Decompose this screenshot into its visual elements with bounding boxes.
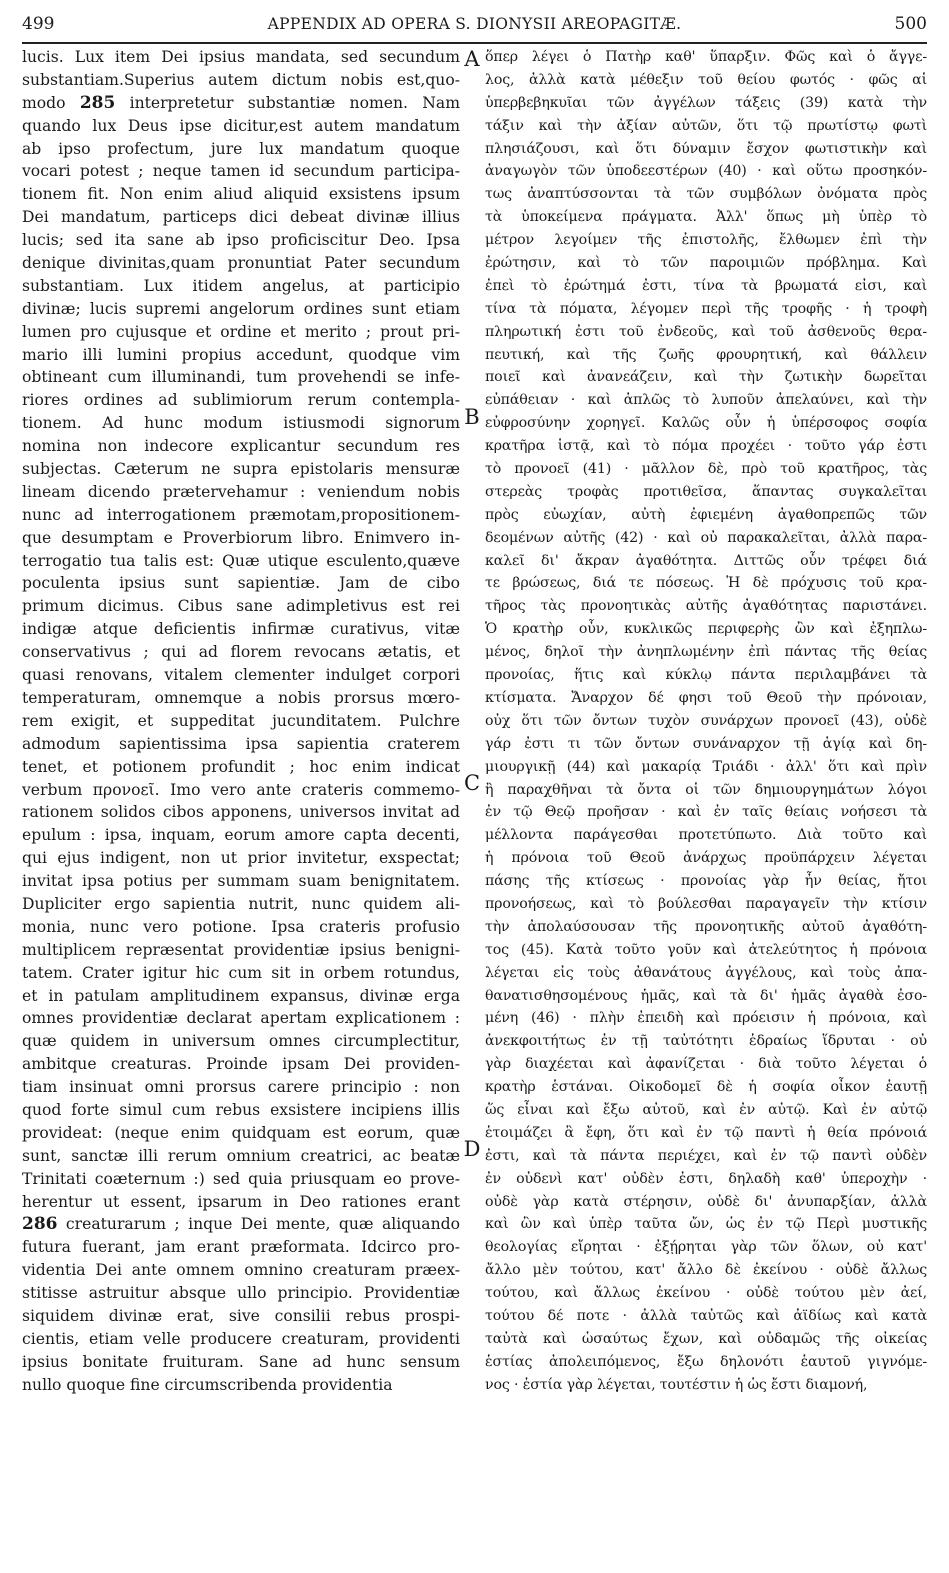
greek-text-line: προνοήσεως, καὶ τὸ βούλεσθαι παραγαγεῖν τὴν κτίσιν — [485, 895, 927, 912]
greek-text-line: οὐδὲ γὰρ κατὰ στέρησιν, οὐδὲ δι' ἀνυπαρξίαν, ἀλλὰ — [485, 1193, 927, 1210]
greek-text-line: ἐν οὐδενὶ κατ' οὐδὲν ἐστι, δηλαδὴ καθ' ὑπεροχὴν · — [485, 1170, 927, 1187]
latin-text-line: sunt, sanctæ illi rerum omnium creatrici, ac beatæ — [22, 1146, 460, 1165]
latin-text-line: Dei mandatum, particeps dici debeat divinæ illius — [22, 208, 460, 227]
greek-text-line: τούτου, καὶ ἄλλως ἐκείνου · οὐδὲ τούτου μὲν ἀεί, — [485, 1285, 927, 1302]
greek-text-line: τὰ ὑποκείμενα πράγματα. Ἀλλ' ὅπως μὴ ὑπὲρ τὸ — [485, 209, 927, 226]
greek-text-line: τως ἀναπτύσσονται τὰ τῶν συμβόλων ὀνόματα πρὸς — [485, 186, 927, 203]
latin-text-line: quod forte simul cum rebus exsistere incipiens illis — [22, 1100, 460, 1119]
greek-text-line: κρατὴρ ἑστάναι. Οἰκοδομεῖ δὲ ἡ σοφία οἶκον ἑαυτῇ — [485, 1079, 927, 1096]
greek-text-line: πάσης τῆς κτίσεως · προνοίας γὰρ ἦν θείας, ἤτοι — [485, 873, 927, 890]
latin-text-line: tionem fit. Non enim aliud aliquid exsistens ipsum — [22, 185, 460, 204]
page-number-right: 500 — [894, 14, 927, 34]
latin-text-line: quasi renovans, vitalem clementer indulget corpori — [22, 666, 460, 685]
greek-column — [485, 46, 927, 1397]
latin-text-line: invitat ipsa potius per summam suam benignitatem. — [22, 872, 460, 891]
latin-text-line: quæ quidem in universum omnes circumplectitur, — [22, 1032, 460, 1051]
greek-text-line: τὸ προνοεῖ (41) · μᾶλλον δὲ, πρὸ τοῦ κρατῆρος, τὰς — [485, 461, 927, 478]
latin-text-line: vocari potest ; neque tamen id secundum participa- — [22, 162, 460, 181]
latin-text-line: substantiam. Lux itidem angelus, at participio — [22, 276, 460, 295]
latin-text-line: admodum sapientissima ipsa sapientia craterem — [22, 734, 460, 753]
latin-text-line: substantiam.Superius autem dictum nobis est,quo- — [22, 70, 460, 89]
page-number-left: 499 — [22, 14, 55, 34]
latin-text-line: primum dicimus. Cibus sane adimpletivus est rei — [22, 597, 460, 616]
margin-letter-d: D — [463, 1137, 481, 1161]
latin-text-line: herentur ut essent, ipsarum in Deo rationes erant — [22, 1192, 460, 1211]
greek-text-line: ποιεῖ καὶ ἀνανεάζειν, καὶ τὴν ζωτικὴν δωρεῖται — [485, 369, 927, 386]
latin-text-line: futura fuerant, jam erant præformata. Idcirco pro- — [22, 1238, 460, 1257]
latin-text-line: tionem. Ad hunc modum istiusmodi signorum — [22, 414, 460, 433]
greek-text-line: τῆρος τὰς προνοητικὰς αὐτῆς ἀγαθότητας παριστάνει. — [485, 598, 927, 615]
latin-text-line: temperaturam, omnemque a nobis prorsus mœro- — [22, 688, 460, 707]
latin-text-line: Trinitati coæternum :) sed quia priusquam eo prove- — [22, 1169, 460, 1188]
greek-text-line: λος, ἀλλὰ κατὰ μέθεξιν τοῦ θείου φωτός · φῶς αἱ — [485, 71, 927, 88]
latin-text-line: ab ipso profectum, jure lux mandatum quoque — [22, 139, 460, 158]
greek-text-line: Ὁ κρατὴρ οὖν, κυκλικῶς περιφερὴς ὢν καὶ ἐξηπλω- — [485, 621, 927, 638]
greek-text-line: μένος, δηλοῖ τὴν ἀνηπλωμένην ἐπὶ πάντας τῆς θείας — [485, 644, 927, 661]
greek-text-line: πληρωτική ἐστι τοῦ ἐνδεοῦς, καὶ τοῦ ἀσθενοῦς θερα- — [485, 323, 927, 340]
greek-text-line: κρατῆρα ἱστᾷ, καὶ τὸ πόμα προχέει · τοῦτο γάρ ἐστι — [485, 438, 927, 455]
margin-letter-c: C — [463, 771, 481, 795]
latin-text-line: riores ordines ad sublimiorum rerum contempla- — [22, 391, 460, 410]
greek-text-line: νος · ἑστία γὰρ λέγεται, τουτέστιν ἡ ὡς ἔστι διαμονή, — [485, 1376, 868, 1393]
latin-text-line: Dupliciter ergo sapientia nutrit, nunc quidem ali- — [22, 894, 460, 913]
latin-text-line: nunc ad interrogationem præmotam,propositionem- — [22, 505, 460, 524]
greek-text-line: θανατισθησομένους ἡμᾶς, καὶ τὰ δι' ἡμᾶς ἀγαθὰ ἐσο- — [485, 987, 927, 1004]
greek-text-line: ἐν τῷ Θεῷ προῆσαν · καὶ ἐν ταῖς θείαις νοήσεσι τὰ — [485, 804, 927, 821]
latin-text-line: cientis, etiam velle producere creaturam, providenti — [22, 1329, 460, 1348]
greek-text-line: τούτου δέ ποτε · ἀλλὰ ταὐτῶς καὶ ἀϊδίως καὶ κατὰ — [485, 1307, 927, 1324]
latin-column — [22, 46, 460, 1397]
latin-text-line: omnes providentiæ declarat apertam explicationem : — [22, 1009, 460, 1028]
latin-text-line: tatem. Crater igitur hic cum sit in orbem rotundus, — [22, 963, 460, 982]
column-number: 285 — [79, 92, 116, 113]
latin-text-line: lucis. Lux item Dei ipsius mandata, sed secundum — [22, 48, 460, 66]
latin-text-line: lucis; sed ita sane ab ipso proficiscitur Deo. Ipsa — [22, 231, 460, 250]
greek-text-line: τε βρώσεως, διά τε πόσεως. Ἡ δὲ πρόχυσις τοῦ κρα- — [485, 575, 927, 592]
greek-text-line: οὐχ ὅτι τῶν ὄντων τυχὸν συνάρχων προνοεῖ (43), οὐδὲ — [485, 712, 927, 729]
greek-text-line: μέτρον λεγοίμεν τῆς ἐπιστολῆς, ἔλθωμεν ἐπὶ τὴν — [485, 232, 927, 249]
margin-letter-b: B — [464, 405, 480, 429]
greek-text-line: ὥς εἶναι καὶ ἔξω αὐτοῦ, καὶ ἐν αὐτῷ. Καὶ ἐν αὐτῷ — [485, 1101, 927, 1118]
greek-text-line: ἢ παραχθῆναι τὰ ὄντα οἱ τῶν δημιουργημάτων λόγοι — [485, 781, 927, 798]
greek-text-line: καλεῖ δι' ἄκραν ἀγαθότητα. Διττῶς οὖν τρέφει διά — [485, 552, 927, 569]
greek-text-line: ἀνεκφοιτήτως ἐν τῇ ταὐτότητι ἑδραίως ἵδρυται · οὐ — [485, 1033, 927, 1050]
latin-text-line: 286 creaturarum ; inque Dei mente, quæ aliquando — [22, 1214, 460, 1235]
latin-text-line: nomina non indecore explicantur secundum res — [22, 437, 460, 456]
greek-text-line: πευτική, καὶ τῆς ζωῆς φρουρητική, καὶ θάλλειν — [485, 346, 927, 363]
running-header — [22, 12, 927, 44]
latin-text-line: quando lux Deus ipse dicitur,est autem mandatum — [22, 116, 460, 135]
latin-text-line: siquidem divinæ erat, sive consilii rebus prospi- — [22, 1306, 460, 1325]
latin-text-line: stitisse astruitur absque ullo principio. Providentiæ — [22, 1284, 460, 1303]
greek-text-line: τος (45). Κατὰ τοῦτο γοῦν καὶ ἀτελεύτητος ἡ πρόνοια — [485, 941, 927, 958]
greek-text-line: ἑστίας ἀπολειπόμενος, ἔξω δηλονότι ἑαυτοῦ γιγνόμε- — [485, 1353, 927, 1370]
latin-text-line: divinæ; lucis supremi angelorum ordines sunt etiam — [22, 299, 460, 318]
latin-text-line: ipsius bonitate fruituram. Sane ad hunc sensum — [22, 1352, 460, 1371]
greek-text-line: ἑτοιμάζει ἃ ἔφη, ὅτι καὶ ἐν τῷ παντὶ ἡ θεία πρόνοιά — [485, 1124, 927, 1141]
greek-text-line: μένη (46) · πλὴν ἐπειδὴ καὶ πρόεισιν ἡ πρόνοια, καὶ — [485, 1010, 927, 1027]
latin-text-line: obtineant cum illuminandi, tum provehendi se infe- — [22, 368, 460, 387]
latin-text-line: subjectas. Cæterum ne supra epistolaris mensuræ — [22, 460, 460, 479]
latin-text-line: tiam insinuat omni prorsus carere principio : non — [22, 1078, 460, 1097]
latin-text-line: monia, nunc vero potione. Ipsa crateris profusio — [22, 917, 460, 936]
latin-text-line: qui ejus indigent, non ut prior invitetur, exspectat; — [22, 849, 460, 868]
latin-text-line: nullo quoque fine circumscribenda providentia — [22, 1375, 393, 1394]
greek-text-line: ταὐτὰ καὶ ὡσαύτως ἔχων, καὶ οὐδαμῶς τῆς οἰκείας — [485, 1330, 927, 1347]
greek-text-line: γάρ ἐστι τι τῶν ὄντων συνάναρχον τῇ ἁγίᾳ καὶ δη- — [485, 735, 927, 752]
latin-text-line: multiplicem repræsentat providentiæ ipsius benigni- — [22, 940, 460, 959]
latin-text-line: rationem solidos cibos apponens, universos invitat ad — [22, 803, 460, 822]
greek-text-line: κτίσματα. Ἄναρχον δέ φησι τοῦ Θεοῦ τὴν πρόνοιαν, — [485, 689, 927, 706]
greek-text-line: ἐστι, καὶ τὰ πάντα περιέχει, καὶ ἐν τῷ παντὶ οὐδὲν — [485, 1147, 927, 1164]
latin-text-line: terrogatio tua talis est: Quæ utique esculento,quæve — [22, 551, 460, 570]
greek-text-line: ὑπερβεβηκυῖαι τῶν ἀγγέλων τάξεις (39) κατὰ τὴν — [485, 94, 927, 111]
greek-text-line: μιουργικῇ (44) καὶ μακαρίᾳ Τριάδι · ἀλλ' ὅτι καὶ πρὶν — [485, 758, 927, 775]
greek-text-line: στερεὰς τροφὰς προτιθεῖσα, ἅπαντας συγκαλεῖται — [485, 483, 927, 500]
latin-text-line: provideat: (neque enim quidquam est eorum, quæ — [22, 1123, 460, 1142]
greek-text-line: μέλλοντα παράγεσθαι προτετύπωτο. Διὰ τοῦτο καὶ — [485, 827, 927, 844]
latin-text-line: ambitque creaturas. Proinde ipsam Dei providen- — [22, 1055, 460, 1074]
greek-text-line: γὰρ διαχέεται καὶ ἀφανίζεται · διὰ τοῦτο λέγεται ὁ — [485, 1056, 927, 1073]
latin-text-line: denique divinitas,quam pronuntiat Pater secundum — [22, 254, 460, 273]
latin-text-line: videntia Dei ante omnem omnino creaturam præex- — [22, 1261, 460, 1280]
latin-text-line: poculenta ipsius sunt sapientiæ. Jam de cibo — [22, 574, 460, 593]
latin-text-line: lumen pro cujusque et ordine et merito ; prout pri- — [22, 322, 460, 341]
latin-text-line: lineam dicendo prætervehamur : veniendum nobis — [22, 482, 460, 501]
greek-text-line: καὶ ὢν καὶ ὑπὲρ ταῦτα ὤν, ὡς ἐν τῷ Περὶ μυστικῆς — [485, 1216, 927, 1233]
column-number: 286 — [22, 1214, 58, 1235]
latin-text-line: modo 285 interpretetur substantiæ nomen. Nam — [22, 92, 460, 113]
latin-text-line: mario illi lumini propius accedunt, quodque vim — [22, 345, 460, 364]
greek-text-line: εὐφροσύνην χορηγεῖ. Καλῶς οὖν ἡ ὑπέρσοφος σοφία — [485, 415, 927, 432]
running-title: APPENDIX AD OPERA S. DIONYSII AREOPAGITÆ. — [267, 15, 682, 33]
margin-letter-a: A — [464, 47, 480, 71]
greek-text-line: τίνα τὰ πόματα, λέγομεν περὶ τῆς τροφῆς · ἡ τροφὴ — [485, 300, 927, 317]
greek-text-line: δεομένων αὐτῆς (42) · καὶ οὐ παρακαλεῖται, ἀλλὰ παρα- — [485, 529, 927, 546]
greek-text-line: ἀναγωγὸν τῶν ὑποδεεστέρων (40) · καὶ οὕτω προσηκόν- — [485, 163, 927, 180]
greek-text-line: ὅπερ λέγει ὁ Πατὴρ καθ' ὕπαρξιν. Φῶς καὶ ὁ ἄγγε- — [485, 49, 927, 65]
latin-text-line: indigæ atque deficientis infirmæ curativus, vitæ — [22, 620, 460, 639]
greek-text-line: τὴν ἀπολαύσουσαν τῆς προνοητικῆς αὐτοῦ ἀγαθότη- — [485, 918, 927, 935]
greek-text-line: τάξιν καὶ τὴν ἀξίαν αὐτῶν, ὅτι τῷ πρωτίστῳ φωτὶ — [485, 117, 927, 134]
greek-text-line: λέγεται εἰς τοὺς ἀθανάτους ἀγγέλους, καὶ τοὺς ἀπα- — [485, 964, 927, 981]
latin-text-line: epulum : ipsa, inquam, eorum amore capta decenti, — [22, 826, 460, 845]
latin-text-line: conservativus ; qui ad florem revocans ætatis, et — [22, 643, 460, 662]
greek-text-line: πρὸς εὐωχίαν, αὐτὴ ἐφιεμένη ἀγαθοπρεπῶς τῶν — [485, 506, 927, 523]
latin-text-line: rem exigit, et suppeditat jucunditatem. Pulchre — [22, 711, 460, 730]
latin-text-line: tenet, et potionem profundit ; hoc enim indicat — [22, 757, 460, 776]
greek-text-line: εὐπάθειαν · καὶ ἁπλῶς τὸ λυποῦν ἀπελαύνει, καὶ τὴν — [485, 392, 927, 409]
latin-text-line: et in patulam amplitudinem expansus, divinæ erga — [22, 986, 460, 1005]
latin-text-line: que desumptam e Proverbiorum libro. Enimvero in- — [22, 528, 460, 547]
greek-text-line: ἐπεὶ τὸ ἐρώτημά ἐστι, τίνα τὰ βρωματά εἰσι, καὶ — [485, 277, 927, 294]
greek-text-line: προνοίας, ἥτις καὶ κύκλῳ πάντα περιλαμβάνει τὰ — [485, 667, 927, 684]
greek-text-line: ἄλλο μὲν τούτου, κατ' ἄλλο δὲ ἐκείνου · οὐδὲ ἄλλως — [485, 1262, 927, 1279]
greek-text-line: ἐρώτησιν, καὶ τὸ τῶν παροιμιῶν πρόβλημα. Καὶ — [485, 255, 927, 272]
greek-text-line: ἡ πρόνοια τοῦ Θεοῦ ἀνάρχως προϋπάρχειν λέγεται — [485, 850, 927, 867]
latin-text-line: verbum προνοεῖ. Imo vero ante crateris commemo- — [22, 780, 460, 799]
greek-text-line: πλησιάζουσι, καὶ ὅτι δύναμιν ἔσχον φωτιστικὴν καὶ — [485, 140, 927, 157]
greek-text-line: θεολογίας εἴρηται · ἐξῄρηται γὰρ τῶν ὅλων, οὐ κατ' — [485, 1239, 927, 1256]
